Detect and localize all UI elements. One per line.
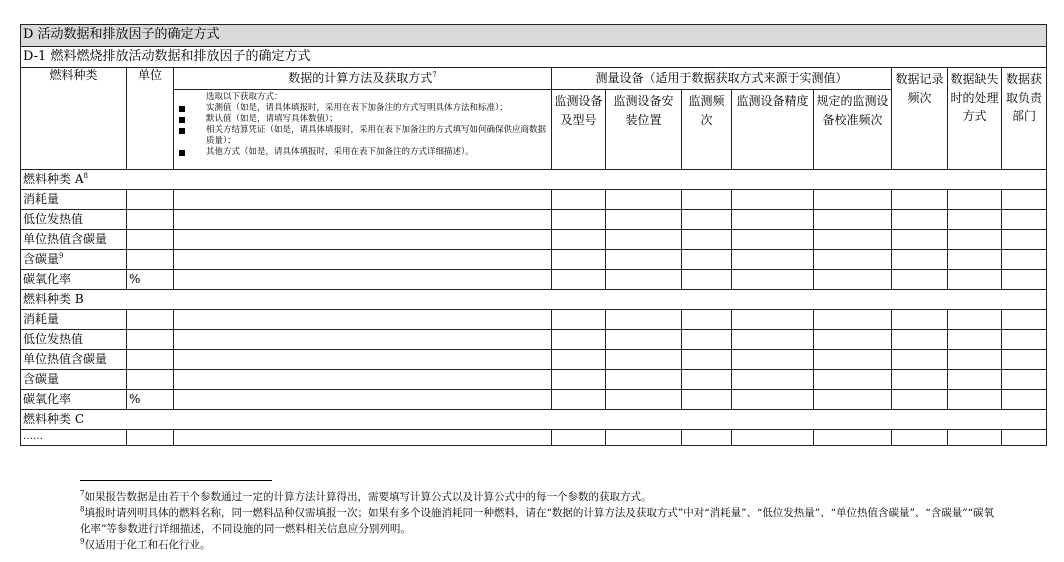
parameter-label: 低位发热值 bbox=[21, 210, 127, 230]
header-calibration-freq: 规定的监测设备校准频次 bbox=[814, 90, 892, 170]
fuel-group-row bbox=[21, 170, 1047, 190]
footnote-separator bbox=[80, 480, 272, 481]
input-cell[interactable] bbox=[814, 310, 892, 330]
unit-cell[interactable] bbox=[127, 190, 174, 210]
parameter-label: 消耗量 bbox=[21, 310, 127, 330]
input-cell[interactable] bbox=[174, 310, 552, 330]
table-row bbox=[21, 330, 1047, 350]
bullet-square-icon bbox=[179, 106, 185, 112]
input-cell[interactable] bbox=[174, 350, 552, 370]
method-option-settlement: 相关方结算凭证（如是，请具体填报时，采用在表下加备注的方式填写如何确保供应商数据质量）； bbox=[176, 125, 549, 147]
input-cell[interactable] bbox=[552, 390, 606, 410]
method-option-measured: 实测值（如是，请具体填报时，采用在表下加备注的方式写明具体方法和标准）； bbox=[176, 103, 549, 114]
input-cell[interactable] bbox=[732, 430, 814, 446]
input-cell[interactable] bbox=[606, 250, 682, 270]
input-cell[interactable] bbox=[127, 430, 174, 446]
parameter-label: 单位热值含碳量 bbox=[21, 230, 127, 250]
input-cell[interactable] bbox=[552, 250, 606, 270]
input-cell[interactable] bbox=[814, 350, 892, 370]
unit-cell[interactable] bbox=[127, 230, 174, 250]
method-options bbox=[174, 90, 552, 170]
input-cell[interactable] bbox=[552, 370, 606, 390]
input-cell[interactable] bbox=[682, 270, 732, 290]
input-cell[interactable] bbox=[948, 210, 1002, 230]
input-cell[interactable] bbox=[732, 270, 814, 290]
input-cell[interactable] bbox=[606, 230, 682, 250]
unit-cell[interactable] bbox=[127, 310, 174, 330]
input-cell[interactable] bbox=[606, 210, 682, 230]
fuel-group-name: 燃料种类 $A^8$ bbox=[21, 170, 1047, 190]
input-cell[interactable] bbox=[892, 230, 948, 250]
input-cell[interactable] bbox=[1002, 430, 1047, 446]
parameter-label: 碳氧化率 bbox=[21, 270, 127, 290]
input-cell[interactable] bbox=[892, 310, 948, 330]
input-cell[interactable] bbox=[948, 370, 1002, 390]
input-cell[interactable] bbox=[732, 330, 814, 350]
footnote-ref: 8 bbox=[83, 172, 88, 180]
input-cell[interactable] bbox=[892, 390, 948, 410]
input-cell[interactable] bbox=[732, 370, 814, 390]
ellipsis-cell: …… bbox=[21, 430, 127, 446]
input-cell[interactable] bbox=[948, 310, 1002, 330]
method-intro: 选取以下获取方式： bbox=[206, 92, 283, 102]
input-cell[interactable] bbox=[892, 350, 948, 370]
input-cell[interactable] bbox=[892, 190, 948, 210]
table-row bbox=[21, 190, 1047, 210]
parameter-label: 碳氧化率 bbox=[21, 390, 127, 410]
input-cell[interactable] bbox=[174, 330, 552, 350]
unit-cell[interactable] bbox=[127, 350, 174, 370]
input-cell[interactable] bbox=[552, 210, 606, 230]
input-cell[interactable] bbox=[732, 250, 814, 270]
bullet-square-icon bbox=[179, 150, 185, 156]
input-cell[interactable] bbox=[814, 430, 892, 446]
input-cell[interactable] bbox=[174, 190, 552, 210]
input-cell[interactable] bbox=[948, 350, 1002, 370]
input-cell[interactable] bbox=[606, 430, 682, 446]
input-cell[interactable] bbox=[174, 210, 552, 230]
fuel-group-name: 燃料种类 C bbox=[21, 410, 1047, 430]
fuel-group-row bbox=[21, 290, 1047, 310]
input-cell[interactable] bbox=[174, 430, 552, 446]
input-cell[interactable] bbox=[606, 310, 682, 330]
input-cell[interactable] bbox=[732, 230, 814, 250]
fuel-emission-table bbox=[20, 24, 1047, 446]
input-cell[interactable] bbox=[682, 250, 732, 270]
input-cell[interactable] bbox=[948, 430, 1002, 446]
input-cell[interactable] bbox=[1002, 390, 1047, 410]
input-cell[interactable] bbox=[552, 330, 606, 350]
table-row bbox=[21, 370, 1047, 390]
table-row bbox=[21, 230, 1047, 250]
input-cell[interactable] bbox=[682, 350, 732, 370]
input-cell[interactable] bbox=[174, 250, 552, 270]
input-cell[interactable] bbox=[1002, 230, 1047, 250]
input-cell[interactable] bbox=[814, 270, 892, 290]
input-cell[interactable] bbox=[732, 210, 814, 230]
footnote-7: $^7$如果报告数据是由若干个参数通过一定的计算方法计算得出，需要填写计算公式以及计算公式中的每一个参数的获取方式。 bbox=[80, 489, 652, 503]
footnotes bbox=[80, 489, 1000, 553]
fuel-group-row bbox=[21, 410, 1047, 430]
input-cell[interactable] bbox=[682, 190, 732, 210]
parameter-label: 含碳量$^9$ bbox=[21, 250, 127, 270]
input-cell[interactable] bbox=[814, 210, 892, 230]
unit-cell[interactable]: % bbox=[127, 270, 174, 290]
input-cell[interactable] bbox=[814, 370, 892, 390]
input-cell[interactable] bbox=[174, 390, 552, 410]
footnote-ref-7: 7 bbox=[432, 71, 437, 79]
method-option-default: 默认值（如是，请填写具体数值）； bbox=[176, 114, 549, 125]
input-cell[interactable] bbox=[552, 190, 606, 210]
input-cell[interactable] bbox=[552, 310, 606, 330]
header-equipment-location: 监测设备安装位置 bbox=[606, 90, 682, 170]
input-cell[interactable] bbox=[892, 370, 948, 390]
input-cell[interactable] bbox=[682, 230, 732, 250]
unit-cell[interactable] bbox=[127, 250, 174, 270]
input-cell[interactable] bbox=[948, 270, 1002, 290]
input-cell[interactable] bbox=[948, 190, 1002, 210]
header-record-freq: 数据记录频次 bbox=[892, 68, 948, 170]
header-responsible-dept: 数据获取负责部门 bbox=[1002, 68, 1047, 170]
input-cell[interactable] bbox=[682, 390, 732, 410]
header-fuel-type: 燃料种类 bbox=[21, 68, 127, 170]
bullet-square-icon bbox=[179, 128, 185, 134]
ellipsis-row bbox=[21, 430, 1047, 446]
input-cell[interactable] bbox=[814, 390, 892, 410]
input-cell[interactable] bbox=[892, 250, 948, 270]
table-row bbox=[21, 210, 1047, 230]
input-cell[interactable] bbox=[174, 270, 552, 290]
table-row bbox=[21, 310, 1047, 330]
input-cell[interactable] bbox=[606, 190, 682, 210]
parameter-label: 低位发热值 bbox=[21, 330, 127, 350]
input-cell[interactable] bbox=[814, 250, 892, 270]
input-cell[interactable] bbox=[1002, 270, 1047, 290]
input-cell[interactable] bbox=[1002, 210, 1047, 230]
parameter-label: 含碳量 bbox=[21, 370, 127, 390]
input-cell[interactable] bbox=[606, 370, 682, 390]
table-row bbox=[21, 390, 1047, 410]
input-cell[interactable] bbox=[732, 390, 814, 410]
input-cell[interactable] bbox=[1002, 350, 1047, 370]
input-cell[interactable] bbox=[1002, 250, 1047, 270]
input-cell[interactable] bbox=[732, 350, 814, 370]
header-equipment-group: 测量设备（适用于数据获取方式来源于实测值） bbox=[552, 68, 892, 90]
footnote-ref: 9 bbox=[59, 252, 64, 260]
input-cell[interactable] bbox=[948, 250, 1002, 270]
section-d-title: D 活动数据和排放因子的确定方式 bbox=[21, 25, 1047, 47]
header-monitor-freq: 监测频次 bbox=[682, 90, 732, 170]
parameter-label: 消耗量 bbox=[21, 190, 127, 210]
input-cell[interactable] bbox=[732, 310, 814, 330]
input-cell[interactable] bbox=[606, 270, 682, 290]
header-unit: 单位 bbox=[127, 68, 174, 170]
parameter-label: 单位热值含碳量 bbox=[21, 350, 127, 370]
input-cell[interactable] bbox=[174, 230, 552, 250]
input-cell[interactable] bbox=[1002, 370, 1047, 390]
input-cell[interactable] bbox=[892, 430, 948, 446]
input-cell[interactable] bbox=[892, 210, 948, 230]
footnote-9: $^9$仅适用于化工和石化行业。 bbox=[80, 537, 211, 551]
unit-cell[interactable] bbox=[127, 370, 174, 390]
section-d1-title: D-1 燃料燃烧排放活动数据和排放因子的确定方式 bbox=[21, 47, 1047, 68]
input-cell[interactable] bbox=[552, 350, 606, 370]
bullet-square-icon bbox=[179, 117, 185, 123]
table-row bbox=[21, 350, 1047, 370]
input-cell[interactable] bbox=[948, 330, 1002, 350]
header-method: 数据的计算方法及获取方式$^7$ bbox=[174, 68, 552, 90]
header-missing-handling: 数据缺失时的处理方式 bbox=[948, 68, 1002, 170]
input-cell[interactable] bbox=[682, 310, 732, 330]
input-cell[interactable] bbox=[552, 430, 606, 446]
fuel-group-name: 燃料种类 B bbox=[21, 290, 1047, 310]
input-cell[interactable] bbox=[732, 190, 814, 210]
input-cell[interactable] bbox=[552, 230, 606, 250]
input-cell[interactable] bbox=[682, 430, 732, 446]
input-cell[interactable] bbox=[682, 370, 732, 390]
input-cell[interactable] bbox=[1002, 330, 1047, 350]
input-cell[interactable] bbox=[814, 230, 892, 250]
unit-cell[interactable] bbox=[127, 330, 174, 350]
input-cell[interactable] bbox=[892, 270, 948, 290]
input-cell[interactable] bbox=[948, 390, 1002, 410]
input-cell[interactable] bbox=[174, 370, 552, 390]
input-cell[interactable] bbox=[814, 190, 892, 210]
input-cell[interactable] bbox=[1002, 190, 1047, 210]
input-cell[interactable] bbox=[948, 230, 1002, 250]
method-option-other: 其他方式（如是，请具体填报时，采用在表下加备注的方式详细描述）。 bbox=[176, 147, 549, 158]
input-cell[interactable] bbox=[606, 330, 682, 350]
header-equipment-model: 监测设备及型号 bbox=[552, 90, 606, 170]
table-row bbox=[21, 250, 1047, 270]
input-cell[interactable] bbox=[606, 390, 682, 410]
unit-cell[interactable] bbox=[127, 210, 174, 230]
input-cell[interactable] bbox=[682, 330, 732, 350]
header-equipment-accuracy: 监测设备精度 bbox=[732, 90, 814, 170]
unit-cell[interactable]: % bbox=[127, 390, 174, 410]
input-cell[interactable] bbox=[682, 210, 732, 230]
table-row bbox=[21, 270, 1047, 290]
input-cell[interactable] bbox=[814, 330, 892, 350]
input-cell[interactable] bbox=[552, 270, 606, 290]
input-cell[interactable] bbox=[892, 330, 948, 350]
footnote-8: $^8$填报时请列明具体的燃料名称，同一燃料品种仅需填报一次；如果有多个设施消耗同一种燃料，请在“数据的计算方法及获取方式”中对“消耗量”、“低位发热量”、“单位热值含碳量”、“含碳量”“碳氧化率”等参数进行详细描述，不同设施的同一燃料相关信息应分别列明。 bbox=[80, 505, 995, 535]
input-cell[interactable] bbox=[1002, 310, 1047, 330]
input-cell[interactable] bbox=[606, 350, 682, 370]
